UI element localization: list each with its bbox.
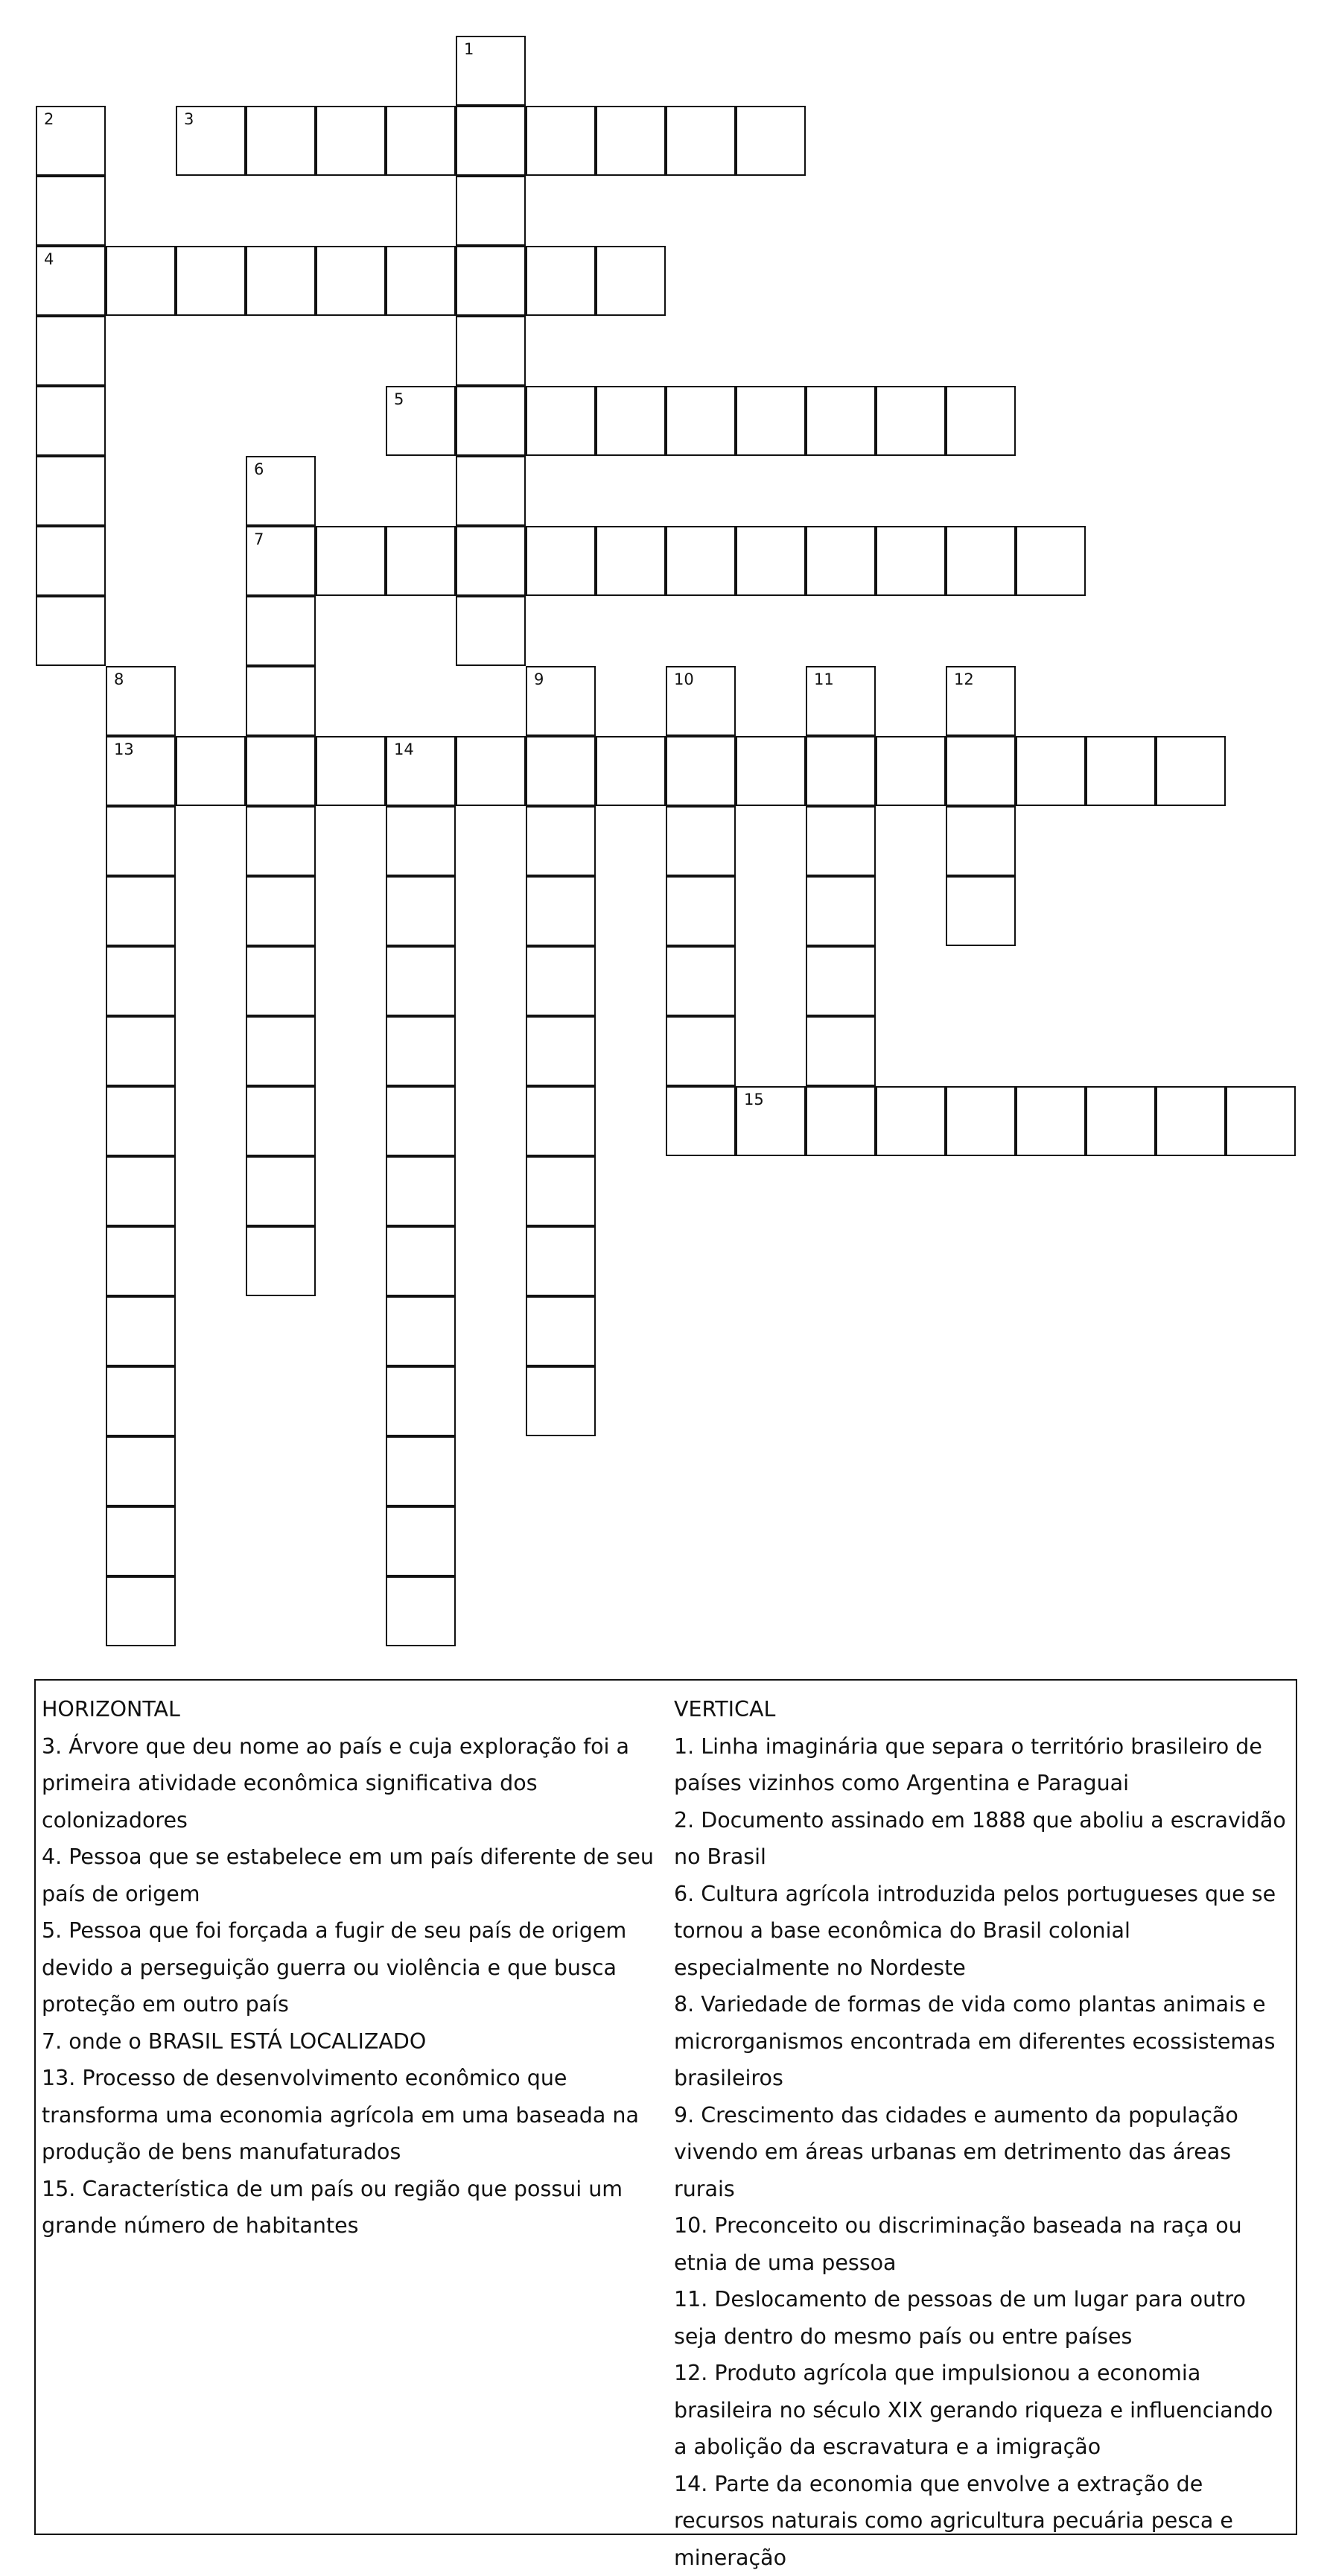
crossword-cell[interactable] [526,1156,596,1226]
crossword-cell[interactable] [106,246,176,316]
clue-vertical-2: 2. Documento assinado em 1888 que aboliu a escravidão no Brasil [674,1802,1292,1876]
crossword-cell[interactable] [946,736,1016,806]
crossword-cell[interactable] [456,736,526,806]
clue-vertical-11: 11. Deslocamento de pessoas de um lugar para outro seja dentro do mesmo país ou entre países [674,2281,1292,2355]
clue-vertical-6: 6. Cultura agrícola introduzida pelos portugueses que se tornou a base econômica do Brasil colonial especialmente no Nordeste [674,1876,1292,1987]
clue-vertical-8: 8. Variedade de formas de vida como plantas animais e microrganismos encontrada em diferentes ecossistemas brasileiros [674,1986,1292,2097]
crossword-cell[interactable] [456,176,526,246]
clue-number: 3 [184,112,194,127]
crossword-cell[interactable] [386,806,456,876]
crossword-cell[interactable] [1156,1086,1226,1156]
clue-number: 15 [744,1092,764,1108]
crossword-cell[interactable] [1156,736,1226,806]
crossword-cell[interactable] [526,106,596,176]
cell-start-8[interactable] [106,666,176,736]
crossword-cell[interactable] [1226,1086,1296,1156]
clue-vertical-14: 14. Parte da economia que envolve a extração de recursos naturais como agricultura pecuária pesca e mineração [674,2466,1292,2576]
crossword-cell[interactable] [666,806,736,876]
crossword-cell[interactable] [106,1156,176,1226]
crossword-cell[interactable] [36,596,106,666]
cell-start-12[interactable] [946,666,1016,736]
clue-horizontal-13: 13. Processo de desenvolvimento econômico que transforma uma economia agrícola em uma baseada na produção de bens manufaturados [42,2060,666,2171]
crossword-cell[interactable] [526,876,596,946]
clue-horizontal-5: 5. Pessoa que foi forçada a fugir de seu país de origem devido a perseguição guerra ou violência e que busca proteção em outro país [42,1912,666,2023]
crossword-cell[interactable] [526,736,596,806]
crossword-cell[interactable] [456,526,526,596]
crossword-cell[interactable] [666,526,736,596]
crossword-cell[interactable] [246,596,316,666]
clue-number: 5 [394,392,404,407]
crossword-cell[interactable] [106,1366,176,1436]
vertical-heading: VERTICAL [674,1691,1292,1728]
crossword-cell[interactable] [526,1016,596,1086]
crossword-cell[interactable] [736,386,806,456]
crossword-cell[interactable] [806,1086,876,1156]
cell-start-15[interactable] [736,1086,806,1156]
crossword-cell[interactable] [806,876,876,946]
crossword-cell[interactable] [386,526,456,596]
clue-number: 7 [254,532,264,548]
crossword-cell[interactable] [456,316,526,386]
crossword-cell[interactable] [526,1086,596,1156]
crossword-cell[interactable] [806,526,876,596]
cell-start-13[interactable] [106,736,176,806]
crossword-cell[interactable] [316,736,386,806]
crossword-cell[interactable] [36,316,106,386]
clue-number: 6 [254,462,264,478]
crossword-cell[interactable] [526,1366,596,1436]
crossword-cell[interactable] [876,736,946,806]
crossword-cell[interactable] [946,386,1016,456]
cell-start-3[interactable] [176,106,246,176]
clue-number: 8 [114,672,124,688]
clue-number: 2 [44,112,54,127]
cell-start-2[interactable] [36,106,106,176]
crossword-cell[interactable] [246,946,316,1016]
crossword-cell[interactable] [736,106,806,176]
crossword-cell[interactable] [666,386,736,456]
vertical-clues-column [674,1691,1292,2576]
crossword-cell[interactable] [456,106,526,176]
clue-number: 12 [954,672,974,688]
crossword-cell[interactable] [246,246,316,316]
clue-number: 10 [674,672,694,688]
crossword-cell[interactable] [946,1086,1016,1156]
crossword-cell[interactable] [526,806,596,876]
cell-start-14[interactable] [386,736,456,806]
crossword-cell[interactable] [386,1086,456,1156]
crossword-cell[interactable] [526,526,596,596]
clue-number: 4 [44,252,54,267]
crossword-cell[interactable] [666,876,736,946]
crossword-cell[interactable] [666,106,736,176]
crossword-cell[interactable] [386,246,456,316]
clue-vertical-12: 12. Produto agrícola que impulsionou a economia brasileira no século XIX gerando riqueza e influenciando a abolição da escravatura e a imigração [674,2355,1292,2466]
crossword-cell[interactable] [246,1086,316,1156]
crossword-cell[interactable] [1016,526,1086,596]
clue-number: 1 [464,42,474,57]
clue-horizontal-4: 4. Pessoa que se estabelece em um país diferente de seu país de origem [42,1839,666,1912]
crossword-cell[interactable] [176,736,246,806]
crossword-cell[interactable] [526,946,596,1016]
crossword-cell[interactable] [106,1436,176,1506]
crossword-cell[interactable] [246,1016,316,1086]
crossword-cell[interactable] [316,246,386,316]
crossword-cell[interactable] [106,1506,176,1576]
crossword-cell[interactable] [246,106,316,176]
crossword-cell[interactable] [106,806,176,876]
crossword-cell[interactable] [386,1226,456,1296]
crossword-cell[interactable] [456,246,526,316]
crossword-cell[interactable] [666,736,736,806]
crossword-cell[interactable] [1086,1086,1156,1156]
crossword-cell[interactable] [106,876,176,946]
clue-horizontal-7: 7. onde o BRASIL ESTÁ LOCALIZADO [42,2023,666,2061]
crossword-cell[interactable] [946,526,1016,596]
cell-start-5[interactable] [386,386,456,456]
crossword-cell[interactable] [526,386,596,456]
crossword-cell[interactable] [806,806,876,876]
crossword-cell[interactable] [596,246,666,316]
crossword-cell[interactable] [386,1156,456,1226]
crossword-cell[interactable] [386,1436,456,1506]
crossword-cell[interactable] [176,246,246,316]
horizontal-heading: HORIZONTAL [42,1691,666,1728]
crossword-cell[interactable] [106,946,176,1016]
crossword-cell[interactable] [386,1576,456,1646]
crossword-cell[interactable] [596,736,666,806]
crossword-cell[interactable] [386,876,456,946]
crossword-cell[interactable] [666,946,736,1016]
crossword-cell[interactable] [386,1506,456,1576]
crossword-cell[interactable] [456,456,526,526]
crossword-cell[interactable] [456,596,526,666]
crossword-cell[interactable] [386,106,456,176]
crossword-cell[interactable] [946,806,1016,876]
crossword-cell[interactable] [1016,736,1086,806]
crossword-cell[interactable] [526,1226,596,1296]
clue-number: 13 [114,742,134,758]
cell-start-1[interactable] [456,36,526,106]
crossword-cell[interactable] [106,1576,176,1646]
crossword-cell[interactable] [246,736,316,806]
crossword-cell[interactable] [806,386,876,456]
crossword-cell[interactable] [316,106,386,176]
cell-start-9[interactable] [526,666,596,736]
crossword-cell[interactable] [106,1296,176,1366]
clue-vertical-9: 9. Crescimento das cidades e aumento da população vivendo em áreas urbanas em detrimento das áreas rurais [674,2097,1292,2208]
clue-number: 9 [534,672,544,688]
clue-vertical-1: 1. Linha imaginária que separa o território brasileiro de países vizinhos como Argentina e Paraguai [674,1728,1292,1802]
crossword-cell[interactable] [1016,1086,1086,1156]
clue-number: 11 [814,672,834,688]
crossword-cell[interactable] [36,386,106,456]
crossword-cell[interactable] [666,1086,736,1156]
cell-start-7[interactable] [246,526,316,596]
crossword-cell[interactable] [876,1086,946,1156]
crossword-cell[interactable] [596,526,666,596]
crossword-cell[interactable] [526,1296,596,1366]
crossword-cell[interactable] [386,1296,456,1366]
crossword-cell[interactable] [246,876,316,946]
crossword-cell[interactable] [106,1086,176,1156]
clue-horizontal-3: 3. Árvore que deu nome ao país e cuja exploração foi a primeira atividade econômica significativa dos colonizadores [42,1728,666,1839]
crossword-cell[interactable] [736,736,806,806]
crossword-cell[interactable] [106,1226,176,1296]
crossword-cell[interactable] [526,246,596,316]
crossword-cell[interactable] [456,386,526,456]
crossword-cell[interactable] [1086,736,1156,806]
clue-number: 14 [394,742,414,758]
crossword-cell[interactable] [246,1226,316,1296]
crossword-cell[interactable] [316,526,386,596]
crossword-cell[interactable] [36,526,106,596]
crossword-cell[interactable] [106,1016,176,1086]
crossword-cell[interactable] [806,736,876,806]
horizontal-clues-column [42,1691,666,2245]
crossword-cell[interactable] [596,386,666,456]
crossword-cell[interactable] [386,1016,456,1086]
crossword-cell[interactable] [386,946,456,1016]
crossword-cell[interactable] [386,1366,456,1436]
cell-start-11[interactable] [806,666,876,736]
crossword-cell[interactable] [806,1016,876,1086]
crossword-cell[interactable] [246,806,316,876]
crossword-cell[interactable] [876,526,946,596]
cell-start-10[interactable] [666,666,736,736]
crossword-cell[interactable] [666,1016,736,1086]
crossword-cell[interactable] [596,106,666,176]
crossword-cell[interactable] [36,456,106,526]
clue-horizontal-15: 15. Característica de um país ou região que possui um grande número de habitantes [42,2171,666,2245]
crossword-cell[interactable] [246,1156,316,1226]
cell-start-4[interactable] [36,246,106,316]
crossword-cell[interactable] [246,666,316,736]
crossword-cell[interactable] [876,386,946,456]
clue-vertical-10: 10. Preconceito ou discriminação baseada na raça ou etnia de uma pessoa [674,2207,1292,2281]
cell-start-6[interactable] [246,456,316,526]
crossword-cell[interactable] [36,176,106,246]
clues-box [34,1679,1297,2535]
crossword-cell[interactable] [946,876,1016,946]
crossword-cell[interactable] [736,526,806,596]
crossword-cell[interactable] [806,946,876,1016]
